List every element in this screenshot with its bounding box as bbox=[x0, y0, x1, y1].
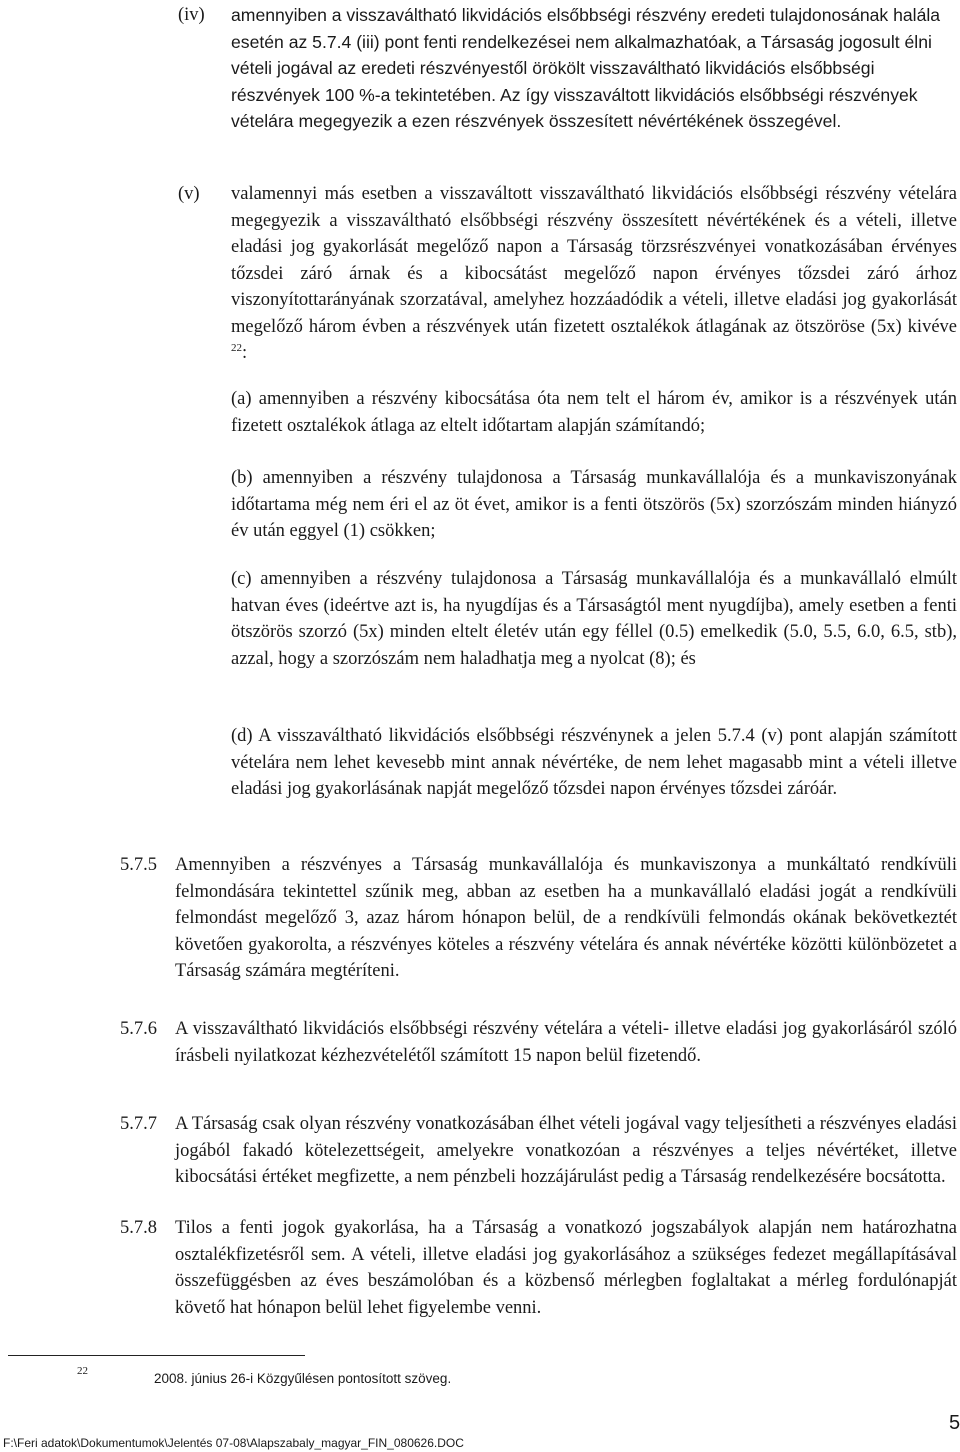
section-number-577: 5.7.7 bbox=[120, 1114, 157, 1134]
item-v-colon: : bbox=[242, 343, 248, 363]
section-575 bbox=[175, 852, 957, 985]
subitem-a bbox=[231, 386, 957, 439]
section-578-text: Tilos a fenti jogok gyakorlása, ha a Társaság a vonatkozó jogszabályok alapján nem határozhatna osztalékfizetésről sem. A vételi, illetve eladási jog gyakorlásához a szükséges fedezet megállapításával összefüggésben az éves beszámolóban és a közbenső mérlegben foglaltakat a mérleg fordulónapját követő hat hónapon belül lehet figyelembe venni. bbox=[175, 1218, 957, 1318]
subitem-d-text: (d) A visszaváltható likvidációs elsőbbségi részvénynek a jelen 5.7.4 (v) pont alapján számított vételára nem lehet kevesebb mint annak névértéke, de nem lehet magasabb mint a vételi illetve eladási jog gyakorlásának napját megelőző tőzsdei napon érvényes tőzsdei záróár. bbox=[231, 726, 957, 799]
item-iv-text-b: Az így visszaváltott likvidációs elsőbbségi részvények vételára megegyezik a ezen részvények összesített névértékének összegével. bbox=[231, 84, 918, 131]
subitem-d bbox=[231, 723, 957, 803]
section-578 bbox=[175, 1215, 957, 1321]
item-iv-text-a: amennyiben a visszaváltható likvidációs elsőbbségi részvény eredeti tulajdonosának halála esetén az 5.7.4 (iii) pont fenti rendelkezései nem alkalmazhatóak, a Társaság jogosult élni vételi jogával az eredeti részvényestől örökölt visszaváltható likvidációs elsőbbségi részvények 100 %-a tekintetében. bbox=[231, 5, 941, 105]
section-575-text: Amennyiben a részvényes a Társaság munkavállalója és munkaviszonya a munkáltató rendkívüli felmondására tekintettel szűnik meg, abban az esetben ha a munkavállaló eladási jogát a rendkívüli felmondást megelőző 3, azaz három hónapon belül, de a rendkívüli felmondás okának bekövetkeztét követően gyakorolta, a részvényes köteles a részvény vételára és annak névértéke közötti különbözetet a Társaság számára megtéríteni. bbox=[175, 855, 957, 981]
section-number-575: 5.7.5 bbox=[120, 855, 157, 875]
subitem-a-text: (a) amennyiben a részvény kibocsátása óta nem telt el három év, amikor is a részvények után fizetett osztalékok átlaga az eltelt időtartam alapján számítandó; bbox=[231, 389, 957, 436]
footnote-text: 2008. június 26-i Közgyűlésen pontosított szöveg. bbox=[154, 1371, 452, 1386]
section-number-576: 5.7.6 bbox=[120, 1019, 157, 1039]
item-label-iv: (iv) bbox=[178, 5, 205, 25]
file-path: F:\Feri adatok\Dokumentumok\Jelentés 07-08\Alapszabaly_magyar_FIN_080626.DOC bbox=[3, 1436, 464, 1450]
section-number-578: 5.7.8 bbox=[120, 1218, 157, 1238]
item-label-v: (v) bbox=[178, 184, 200, 204]
section-577 bbox=[175, 1111, 957, 1191]
section-576 bbox=[175, 1016, 957, 1069]
item-iv bbox=[231, 2, 957, 135]
footnote-number: 22 bbox=[77, 1365, 88, 1377]
page-number: 5 bbox=[949, 1412, 960, 1434]
subitem-c bbox=[231, 566, 957, 672]
item-v bbox=[231, 181, 957, 367]
footnote-ref: 22 bbox=[231, 341, 242, 354]
item-v-text bbox=[231, 181, 957, 367]
footnote-divider bbox=[8, 1355, 305, 1356]
subitem-b-text: (b) amennyiben a részvény tulajdonosa a Társaság munkavállalója és a munkaviszonyának időtartama még nem éri el az öt évet, amikor is a fenti ötszörös (5x) szorzószám minden hiányzó év után eggyel (1) csökken; bbox=[231, 468, 957, 541]
section-577-text: A Társaság csak olyan részvény vonatkozásában élhet vételi jogával vagy teljesítheti a részvényes eladási jogából fakadó kötelezettségeit, amelyekre vonatkozóan a részvényes a teljes névértéket, illetve kibocsátási értéket megfizette, a nem pénzbeli hozzájárulást pedig a Társaság rendelkezésére bocsátotta. bbox=[175, 1114, 957, 1187]
subitem-c-text: (c) amennyiben a részvény tulajdonosa a Társaság munkavállalója és a munkavállaló elmúlt hatvan éves (ideértve azt is, ha nyugdíjas és a Társaságtól ment nyugdíjba), amely esetben a fenti ötszörös szorzó (5x) minden eltelt életév után egy féllel (0.5) emelkedik (5.0, 5.5, 6.0, 6.5, stb), azzal, hogy a szorzószám nem haladhatja meg a nyolcat (8); és bbox=[231, 569, 957, 669]
item-v-body: valamennyi más esetben a visszaváltott visszaváltható likvidációs elsőbbségi részvény vételára megegyezik a visszaváltható elsőbbségi részvény összesített névértékének és a vételi, illetve eladási jog gyakorlását megelőző napon a Társaság törzsrészvényei vonatkozásában érvényes tőzsdei záró árnak és a kibocsátást megelőző napon érvényes tőzsdei záró árhoz viszonyítottarányának szorzatával, amelyhez hozzáadódik a vételi, illetve eladási jog gyakorlását megelőző három évben a részvények után fizetett osztalékok átlagának az ötszöröse (5x) kivéve bbox=[231, 184, 957, 337]
section-576-text: A visszaváltható likvidációs elsőbbségi részvény vételára a vételi- illetve eladási jog gyakorlásáról szóló írásbeli nyilatkozat kézhezvételétől számított 15 napon belül fizetendő. bbox=[175, 1019, 957, 1066]
subitem-b bbox=[231, 465, 957, 545]
